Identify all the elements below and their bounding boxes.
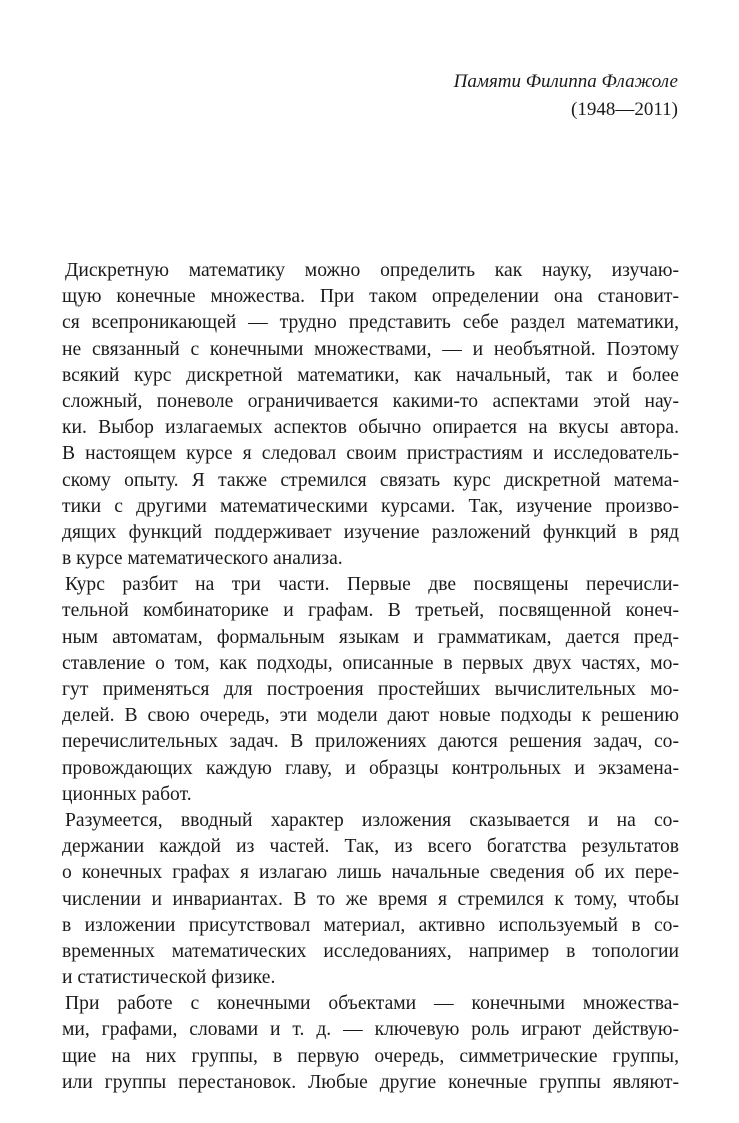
text-line: перечислительных задач. В приложениях даются решения задач, со- [62,731,679,753]
text-line: тики с другими математическими курсами. Так, изучение произво- [62,495,679,517]
text-line: держании каждой из частей. Так, из всего богатства результатов [62,836,679,858]
text-line: ционных работ. [62,783,192,805]
body-text [62,258,679,1096]
paragraph [62,258,679,572]
epigraph [454,68,678,124]
text-line: В настоящем курсе я следовал своим пристрастиям и исследователь- [62,443,679,465]
text-line: Дискретную математику можно определить как науку, изучаю- [65,260,679,281]
text-line: гут применяться для построения простейших вычислительных мо- [62,679,679,700]
text-line: дящих функций поддерживает изучение разложений функций в ряд [62,521,679,543]
text-line: щие на них группы, в первую очередь, симметрические группы, [62,1045,679,1067]
text-line: ставление о том, как подходы, описанные в первых двух частях, мо- [62,652,679,674]
epigraph-dedication: Памяти Филиппа Флажоле [453,71,678,92]
text-line: сложный, поневоле ограничивается какими-то аспектами этой нау- [62,390,679,412]
text-line: всякий курс дискретной математики, как начальный, так и более [62,364,679,386]
text-line: скому опыту. Я также стремился связать курс дискретной матема- [62,469,679,491]
text-line: или группы перестановок. Любые другие конечные группы являют- [62,1071,679,1093]
paragraph [62,572,679,808]
text-line: о конечных графах я излагаю лишь начальные сведения об их пере- [62,862,679,884]
text-line: тельной комбинаторике и графам. В третьей, посвященной конеч- [62,600,679,622]
text-line: Разумеется, вводный характер изложения сказывается и на со- [65,809,679,831]
text-line: Курс разбит на три части. Первые две посвящены перечисли- [65,574,679,596]
text-line: и статистической физике. [62,967,276,989]
text-line: При работе с конечными объектами — конечными множества- [65,993,679,1015]
text-line: ки. Выбор излагаемых аспектов обычно опирается на вкусы автора. [62,417,679,439]
text-line: временных математических исследованиях, например в топологии [62,940,679,962]
paragraph [62,991,679,1096]
text-line: делей. В свою очередь, эти модели дают новые подходы к решению [62,705,679,727]
text-line: не связанный с конечными множествами, — и необъятной. Поэтому [62,338,679,360]
text-line: в изложении присутствовал материал, активно используемый в со- [62,914,679,936]
text-line: щую конечные множества. При таком определении она становит- [62,286,679,308]
text-line: ми, графами, словами и т. д. — ключевую роль играют действую- [62,1019,679,1041]
text-line: ным автоматам, формальным языкам и грамматикам, дается пред- [62,626,679,648]
paragraph [62,808,679,991]
text-line: в курсе математического анализа. [62,548,343,570]
text-line: числении и инвариантах. В то же время я стремился к тому, чтобы [62,888,679,910]
text-line: ся всепроникающей — трудно представить себе раздел математики, [62,312,679,334]
epigraph-years: (1948—2011) [571,99,678,120]
text-line: провождающих каждую главу, и образцы контрольных и экзамена- [62,757,679,779]
